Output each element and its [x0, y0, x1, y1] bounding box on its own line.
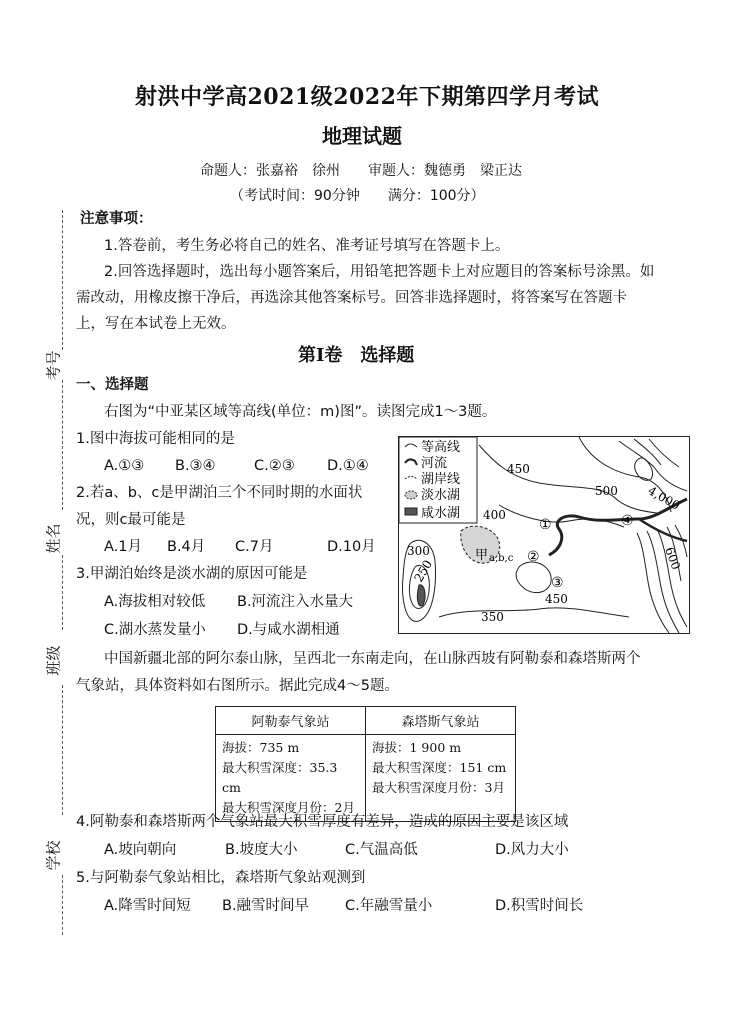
contour-400 [499, 505, 624, 527]
lake-shore-labels: a,b,c [489, 553, 514, 564]
contour-350 [439, 608, 629, 617]
q3-option-c: C.湖水蒸发量小 [104, 622, 206, 638]
q3-option-b: B.河流注入水量大 [237, 594, 354, 610]
q5-option-b: B.融雪时间早 [222, 898, 310, 914]
point-label-2: ② [527, 549, 540, 565]
binding-line-mid2 [62, 555, 63, 630]
point-label-1: ① [539, 517, 552, 533]
notice-heading: 注意事项： [80, 211, 153, 227]
label-450-south: 450 [545, 592, 568, 606]
legend-label-contour: 等高线 [421, 440, 461, 455]
notice-item-2-line-3: 上，写在本试卷上无效。 [76, 316, 236, 332]
binding-line-bot [62, 875, 63, 935]
q5-option-a: A.降雪时间短 [104, 898, 191, 914]
q1-option-b: B.③④ [175, 458, 216, 474]
contour-450-north [479, 445, 657, 513]
q2-option-b: B.4月 [167, 539, 206, 555]
station-name-altay: 阿勒泰气象站 [216, 707, 366, 735]
label-450-north: 450 [507, 462, 530, 476]
side-label-school: 学校 [44, 840, 63, 871]
q5-option-d: D.积雪时间长 [495, 898, 584, 914]
q4-option-b: B.坡度大小 [225, 842, 298, 858]
binding-line-mid3 [62, 685, 63, 815]
exam-authors: 命题人：张嘉裕 徐州 审题人：魏德勇 梁正达 [200, 163, 522, 179]
exam-info: （考试时间：90分钟 满分：100分） [230, 188, 485, 204]
side-label-exam-number: 考号 [44, 350, 63, 381]
q1-option-c: C.②③ [254, 458, 295, 474]
section-intro: 右图为“中亚某区域等高线(单位：m)图”。读图完成1～3题。 [104, 404, 497, 420]
legend-label-saltwater: 咸水湖 [421, 506, 461, 521]
exam-subject: 地理试题 [322, 124, 402, 148]
contour-hill-3 [516, 562, 551, 593]
altay-altitude: 海拔：735 m [222, 740, 300, 755]
point-label-3: ③ [551, 575, 564, 591]
q3-option-d: D.与咸水湖相通 [237, 622, 340, 638]
label-400: 400 [483, 508, 506, 522]
notice-item-2-line-1: 2.回答选择题时，选出每小题答案后，用铅笔把答题卡上对应题目的答案标号涂黑。如 [104, 264, 655, 280]
q5-option-c: C.年融雪量小 [345, 898, 433, 914]
q4-option-d: D.风力大小 [495, 842, 569, 858]
point-label-4: ④ [621, 513, 634, 529]
sentas-max-depth: 最大积雪深度：151 cm [372, 760, 507, 775]
question-2-stem-line-2: 况，则c最可能是 [76, 512, 186, 528]
passage-line-2: 气象站，具体资料如右图所示。据此完成4～5题。 [76, 678, 399, 694]
sentas-altitude: 海拔：1 900 m [372, 740, 462, 755]
q3-option-a: A.海拔相对较低 [104, 594, 206, 610]
label-4000: 4,000 [645, 483, 683, 513]
label-250: 250 [411, 557, 436, 585]
binding-line-mid1 [62, 380, 63, 510]
lake-label: 甲 [475, 548, 489, 563]
label-350: 350 [481, 610, 504, 624]
label-500: 500 [595, 484, 618, 498]
question-4-stem: 4.阿勒泰和森塔斯两个气象站最大积雪厚度有差异，造成的原因主要是该区域 [76, 814, 569, 830]
station-table [215, 706, 516, 822]
altay-max-depth: 最大积雪深度：35.3 cm [222, 760, 338, 795]
contour-map [398, 436, 690, 634]
q4-option-c: C.气温高低 [345, 842, 418, 858]
contour-map-svg [399, 437, 689, 633]
altay-max-month: 最大积雪深度月份：2月 [222, 800, 355, 815]
q2-option-a: A.1月 [104, 539, 142, 555]
side-label-name: 姓名 [44, 523, 63, 554]
q4-option-a: A.坡向朝向 [104, 842, 177, 858]
legend-saltwater-icon [405, 508, 417, 515]
legend-label-freshwater: 淡水湖 [421, 488, 461, 503]
sentas-max-month: 最大积雪深度月份：3月 [372, 780, 505, 795]
part-title: 第Ⅰ卷 选择题 [298, 345, 415, 366]
q1-option-a: A.①③ [104, 458, 145, 474]
label-600: 600 [662, 545, 684, 572]
question-5-stem: 5.与阿勒泰气象站相比，森塔斯气象站观测到 [76, 870, 366, 886]
legend-freshwater-icon [405, 491, 417, 499]
notice-item-1: 1.答卷前，考生务必将自己的姓名、准考证号填写在答题卡上。 [104, 238, 510, 254]
section-heading: 一、选择题 [76, 377, 149, 393]
q1-option-d: D.①④ [327, 458, 369, 474]
legend-label-river: 河流 [421, 456, 448, 471]
saltwater-lake [417, 585, 425, 606]
side-label-class: 班级 [44, 645, 63, 676]
q2-option-c: C.7月 [235, 539, 274, 555]
question-3-stem: 3.甲湖泊始终是淡水湖的原因可能是 [76, 566, 308, 582]
label-300: 300 [407, 544, 430, 558]
binding-line-top [62, 210, 63, 350]
passage-line-1: 中国新疆北部的阿尔泰山脉，呈西北一东南走向，在山脉西坡有阿勒泰和森塔斯两个 [104, 651, 641, 667]
exam-title: 射洪中学高2021级2022年下期第四学月考试 [135, 84, 599, 110]
question-1-stem: 1.图中海拔可能相同的是 [76, 431, 235, 447]
q2-option-d: D.10月 [327, 539, 376, 555]
question-2-stem-line-1: 2.若a、b、c是甲湖泊三个不同时期的水面状 [76, 485, 363, 501]
notice-item-2-line-2: 需改动，用橡皮擦干净后，再选涂其他答案标号。回答非选择题时，将答案写在答题卡 [76, 290, 627, 306]
station-name-sentas: 森塔斯气象站 [366, 707, 516, 735]
legend-label-shoreline: 湖岸线 [421, 472, 461, 487]
